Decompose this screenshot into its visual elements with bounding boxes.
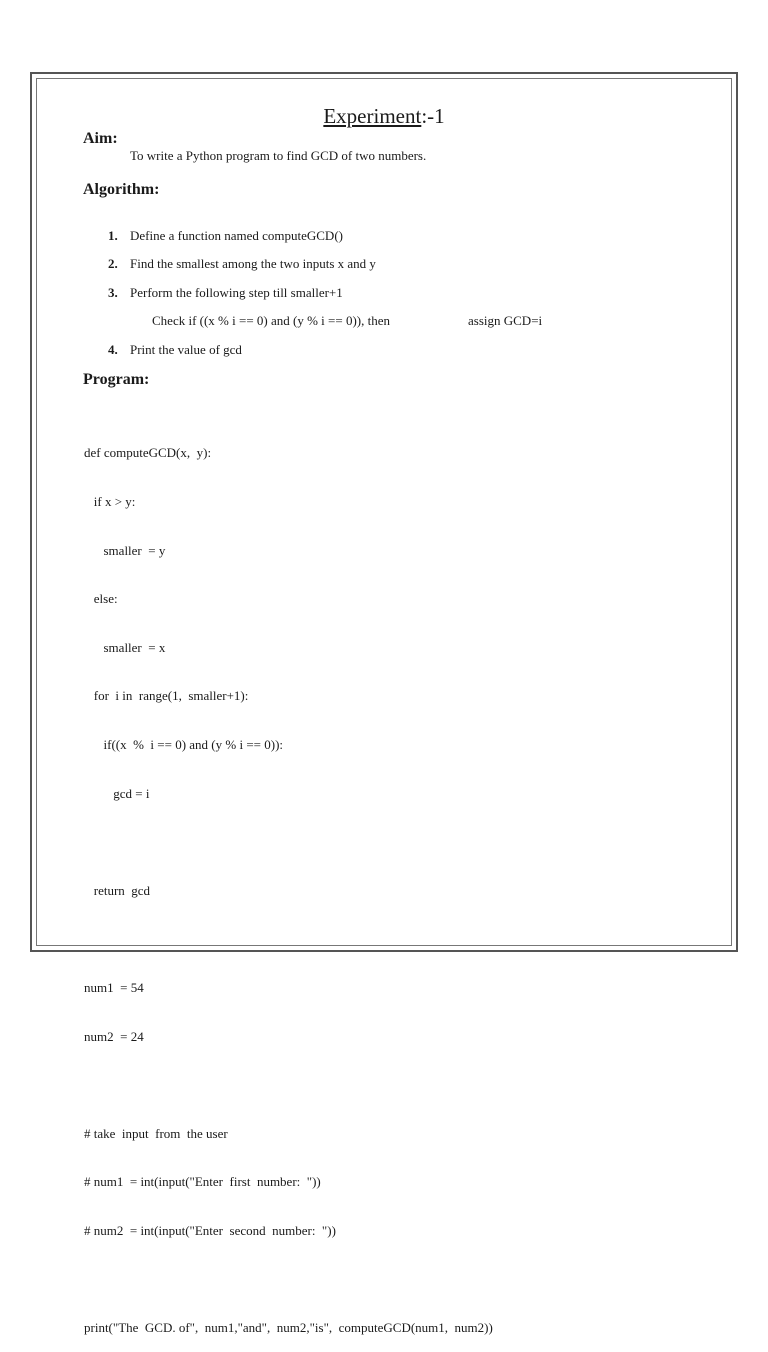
step-number: 1. — [108, 228, 118, 243]
sub-step-action: assign GCD=i — [468, 313, 543, 328]
code-line: def computeGCD(x, y): — [84, 445, 212, 461]
algorithm-heading: Algorithm: — [83, 181, 160, 198]
program-heading: Program: — [83, 371, 150, 388]
title-main: Experiment — [323, 104, 422, 128]
code-line: smaller = x — [84, 639, 166, 655]
code-line: num1 = 54 — [84, 979, 144, 995]
aim-text: To write a Python program to find GCD of two numbers. — [130, 148, 427, 163]
code-line: num2 = 24 — [84, 1028, 144, 1044]
algorithm-step — [108, 285, 343, 301]
algorithm-step — [108, 228, 343, 244]
code-line: if x > y: — [84, 494, 136, 509]
step-text: Find the smallest among the two inputs x and y — [130, 256, 376, 271]
code-line — [84, 931, 493, 947]
algorithm-step — [108, 256, 376, 272]
algorithm-step — [108, 342, 242, 358]
code-line — [84, 834, 493, 850]
code-line: print("The GCD. of", num1,"and", num2,"is", computeGCD(num1, num2)) — [84, 1320, 493, 1336]
code-line: for i in range(1, smaller+1): — [84, 688, 249, 704]
sub-step-condition: Check if ((x % i == 0) and (y % i == 0)), then — [152, 313, 390, 328]
step-number: 2. — [108, 256, 118, 271]
program-code — [84, 413, 493, 1352]
page-title — [0, 104, 768, 129]
step-number: 3. — [108, 285, 118, 300]
code-line — [84, 1077, 493, 1093]
code-line: # num2 = int(input("Enter second number: ")) — [84, 1222, 336, 1238]
step-text: Print the value of gcd — [130, 342, 242, 357]
code-line: if((x % i == 0) and (y % i == 0)): — [84, 736, 284, 752]
code-line — [84, 1272, 493, 1288]
code-line: gcd = i — [84, 785, 150, 801]
title-suffix: :-1 — [421, 104, 445, 128]
step-text: Perform the following step till smaller+1 — [130, 285, 343, 300]
code-line: else: — [84, 591, 118, 607]
code-line: # num1 = int(input("Enter first number: ")) — [84, 1174, 321, 1190]
step-text: Define a function named computeGCD() — [130, 228, 343, 243]
code-line: return gcd — [84, 882, 151, 898]
code-line: smaller = y — [84, 542, 166, 558]
aim-heading: Aim: — [83, 130, 118, 147]
code-line: # take input from the user — [84, 1125, 228, 1141]
step-number: 4. — [108, 342, 118, 357]
